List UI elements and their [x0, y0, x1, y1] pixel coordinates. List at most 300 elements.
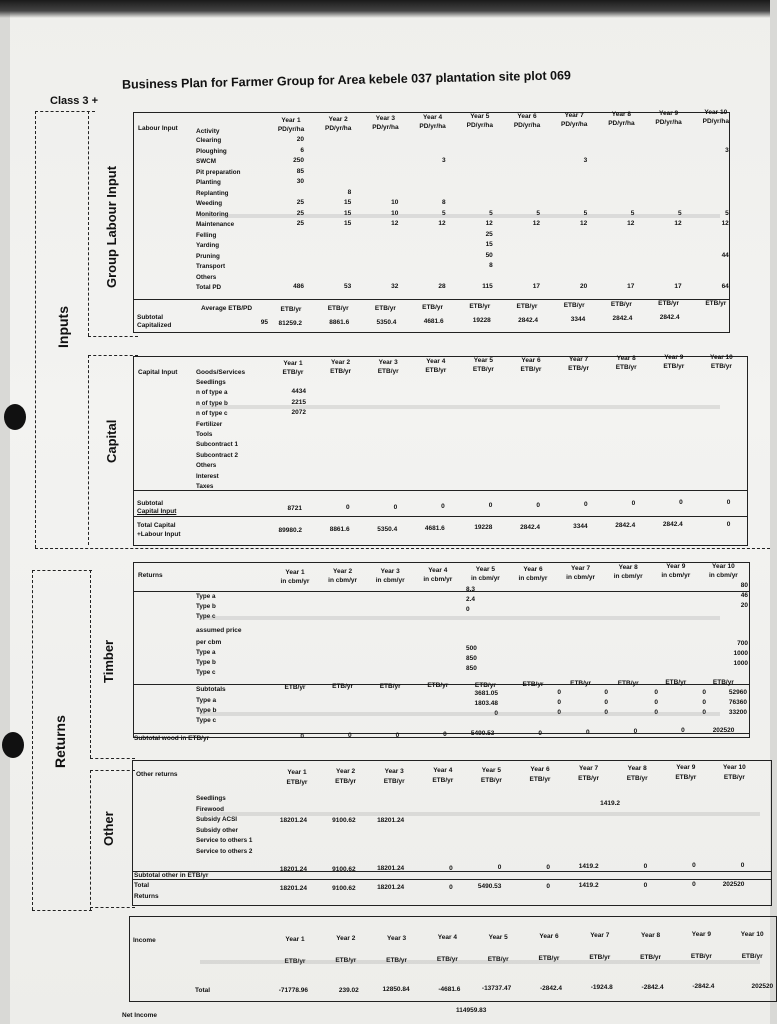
timber-subtotal-wood-value: 0 [681, 727, 685, 735]
labour-year-header: Year 4 [423, 114, 443, 122]
other-total-value: 1419.2 [578, 882, 599, 889]
labour-cell: 8 [347, 188, 352, 196]
labour-cell: 12 [532, 220, 540, 227]
labour-cell: 5 [489, 209, 493, 217]
capital-input-label: Capital Input [137, 508, 177, 515]
timber-year-unit: in cbm/yr [280, 578, 310, 585]
other-subtotal-value: 18201.24 [377, 865, 405, 872]
labour-header-labour-input: Labour Input [138, 125, 178, 132]
labour-year-unit: PD/yr/ha [325, 125, 352, 133]
labour-activity: Others [196, 273, 217, 281]
capital-year-header: Year 3 [378, 358, 398, 366]
capital-subtotal-label: Subtotal [137, 500, 163, 507]
capital-year-header: Year 6 [521, 356, 541, 364]
timber-year-unit: in cbm/yr [518, 574, 548, 582]
labour-cell: 25 [296, 209, 304, 217]
timber-label: Timber [101, 639, 116, 683]
timber-price-y10: 1000 [733, 650, 748, 657]
labour-subtotal-value: 8861.6 [329, 319, 350, 327]
timber-subtotal-wood-value: 0 [633, 728, 638, 736]
other-item: Firewood [196, 805, 224, 813]
other-subtotal-value: 0 [449, 864, 453, 872]
labour-etb-unit: ETB/yr [327, 305, 349, 313]
labour-activity: Ploughing [196, 147, 227, 155]
labour-year-unit: PD/yr/ha [277, 126, 305, 133]
timber-price-y5: 850 [466, 655, 477, 662]
income-year-unit: ETB/yr [538, 955, 560, 962]
income-year-unit: ETB/yr [589, 954, 611, 962]
income-year-header: Year 2 [336, 935, 356, 943]
labour-year-header: Year 1 [281, 117, 301, 124]
timber-year-header: Year 1 [285, 569, 305, 576]
labour-etb-unit: ETB/yr [469, 303, 491, 311]
labour-cell: 12 [391, 220, 399, 227]
capital-year-header: Year 4 [426, 357, 446, 365]
capital-year-header: Year 9 [664, 354, 684, 362]
labour-cell: 5 [536, 209, 540, 217]
timber-etb-unit: ETB/yr [522, 681, 544, 688]
timber-subtotal-y5: 3681.05 [474, 690, 498, 697]
capital-header-goods: Goods/Services [196, 369, 246, 376]
other-subsidy-value: 18201.24 [279, 817, 307, 824]
returns-label: Returns [52, 715, 68, 768]
timber-subtotal-y9b: 0 [702, 689, 706, 696]
other-year-header: Year 3 [384, 767, 404, 775]
labour-activity: Pit preparation [196, 168, 241, 176]
timber-year-header: Year 7 [571, 564, 591, 572]
labour-cell: 8 [441, 199, 446, 206]
labour-year-unit: PD/yr/ha [655, 118, 682, 126]
labour-header-activity: Activity [196, 128, 220, 135]
timber-year-unit: in cbm/yr [661, 572, 691, 580]
capital-header-capital-input: Capital Input [138, 369, 178, 376]
income-total-value: -2842.4 [692, 983, 715, 990]
labour-year-header: Year 8 [611, 110, 631, 118]
timber-subtotal-y9: 0 [654, 699, 658, 706]
capital-item: n of type b [196, 399, 228, 407]
labour-etb-unit: ETB/yr [280, 306, 302, 313]
timber-price-label: Type a [196, 649, 216, 656]
timber-year-header: Year 8 [618, 564, 638, 572]
timber-subtotal-y9b: 0 [702, 699, 706, 706]
capital-subtotal-value: 0 [679, 499, 683, 507]
subtotal-other-label: Subtotal other in ETB/yr [134, 872, 209, 879]
timber-year-header: Year 9 [666, 563, 686, 571]
timber-year-unit: in cbm/yr [375, 576, 405, 584]
capital-year-unit: ETB/yr [663, 363, 685, 371]
other-year-header: Year 7 [579, 765, 599, 773]
income-year-header: Year 9 [691, 931, 711, 939]
capital-item: n of type c [196, 410, 228, 418]
labour-year-header: Year 10 [704, 108, 728, 116]
other-total-value: 9100.62 [332, 884, 356, 892]
total-capital-label: Total Capital [137, 522, 176, 529]
income-total-value: -1924.8 [590, 984, 613, 991]
income-year-unit: ETB/yr [284, 958, 306, 965]
other-year-header: Year 4 [433, 767, 453, 775]
timber-volume-y5: 8.3 [466, 586, 476, 593]
other-item: Subsidy ACSI [196, 816, 238, 824]
labour-cell: 8 [489, 262, 493, 269]
timber-etb-unit: ETB/yr [332, 683, 354, 691]
timber-etb-unit: ETB/yr [570, 680, 592, 688]
other-year-unit: ETB/yr [578, 775, 600, 783]
other-total-value: 202520 [722, 880, 745, 888]
capital-total-value: 8861.6 [329, 526, 350, 534]
income-header: Income [133, 937, 156, 944]
capital-total-value: 4681.6 [424, 524, 445, 532]
income-total-value: -4681.6 [438, 985, 461, 993]
income-year-unit: ETB/yr [741, 952, 763, 960]
punch-hole-bottom [2, 732, 24, 758]
timber-subtotal-y9: 0 [654, 709, 658, 716]
net-income-label: Net Income [122, 1012, 158, 1019]
capital-item: Taxes [196, 483, 214, 491]
other-total-value: 0 [449, 883, 453, 891]
labour-cell: 5 [725, 209, 729, 217]
timber-year-header: Year 3 [380, 567, 400, 575]
timber-year-unit: in cbm/yr [423, 575, 453, 583]
other-year-header: Year 1 [287, 769, 307, 776]
labour-activity: Maintenance [196, 221, 235, 228]
timber-etb-unit: ETB/yr [427, 682, 449, 690]
other-year-unit: ETB/yr [383, 777, 405, 785]
timber-subtotal-y8: 0 [604, 709, 608, 716]
labour-etb-unit: ETB/yr [516, 302, 538, 310]
capital-item: Subcontract 2 [196, 451, 238, 459]
labour-cell: 12 [579, 220, 588, 227]
labour-subtotal-value: 5350.4 [376, 318, 397, 326]
timber-year-unit: in cbm/yr [566, 573, 596, 581]
labour-year-header: Year 2 [328, 116, 348, 124]
capital-year-header: Year 7 [569, 355, 589, 363]
capital-item-value: 2215 [291, 398, 306, 406]
labour-year-unit: PD/yr/ha [513, 121, 541, 129]
capital-subtotal-value: 0 [488, 502, 493, 510]
average-etb-value: 95 [260, 319, 268, 326]
capital-subtotal-value: 0 [441, 502, 445, 510]
timber-subtotal-y6: 0 [557, 689, 561, 696]
labour-cell: 25 [485, 230, 493, 238]
other-year-header: Year 6 [530, 766, 550, 773]
other-item: Subsidy other [196, 826, 238, 834]
subtotal-wood-label: Subtotal wood in ETB/yr [134, 735, 210, 742]
labour-etb-unit: ETB/yr [705, 299, 727, 307]
other-year-unit: ETB/yr [480, 776, 502, 784]
labour-cell: 30 [296, 178, 304, 185]
other-year-unit: ETB/yr [723, 773, 745, 781]
timber-subtotal-y10: 76360 [728, 699, 747, 706]
capital-year-unit: ETB/yr [282, 369, 304, 376]
income-year-unit: ETB/yr [335, 957, 357, 965]
labour-year-header: Year 9 [659, 109, 679, 117]
timber-subtotal-wood-value: 0 [443, 730, 447, 738]
capital-year-unit: ETB/yr [520, 365, 542, 373]
income-total-value: 202520 [751, 982, 774, 990]
labour-cell: 12 [438, 220, 446, 227]
timber-subtotal-y10: 33200 [728, 709, 747, 716]
other-label: Other [101, 811, 116, 846]
other-year-unit: ETB/yr [675, 774, 697, 782]
capital-total-value: 2842.4 [520, 523, 540, 531]
capital-subtotal-value: 0 [583, 500, 588, 508]
labour-activity: Total PD [196, 284, 222, 291]
timber-subtotal-y5: 1803.48 [474, 700, 498, 707]
timber-etb-unit: ETB/yr [617, 679, 639, 687]
labour-cell: 12 [485, 220, 493, 227]
timber-etb-unit: ETB/yr [665, 679, 687, 687]
labour-activity: Replanting [196, 189, 229, 197]
income-year-unit: ETB/yr [436, 956, 458, 964]
timber-subtotal-wood-value: 0 [347, 732, 352, 740]
average-etb-label: Average ETB/PD [201, 305, 253, 312]
timber-price-y5: 500 [466, 645, 477, 652]
capital-year-unit: ETB/yr [615, 364, 637, 372]
capital-item: Seedlings [196, 379, 226, 386]
other-total-value: 0 [692, 881, 696, 888]
total-capital-label-2: +Labour Input [137, 531, 181, 538]
capital-total-value: 2842.4 [615, 522, 636, 530]
income-year-header: Year 6 [539, 933, 559, 940]
capital-subtotal-value: 8721 [287, 505, 302, 512]
labour-cell: 64 [721, 283, 729, 290]
other-year-unit: ETB/yr [335, 778, 357, 786]
labour-cell: 25 [296, 220, 304, 227]
other-total-value: 0 [643, 881, 648, 889]
labour-activity: Felling [196, 231, 217, 239]
capital-year-unit: ETB/yr [710, 362, 732, 370]
labour-activity: Weeding [196, 200, 223, 207]
labour-year-header: Year 7 [564, 111, 584, 119]
capital-total-value: 3344 [573, 522, 588, 530]
labour-subtotal-value: 2842.4 [612, 315, 633, 323]
income-year-unit: ETB/yr [487, 955, 509, 963]
other-total-value: 18201.24 [279, 885, 307, 892]
labour-activity: Yarding [196, 242, 220, 249]
capital-subtotal-value: 0 [631, 500, 636, 508]
timber-subtotal-type: Type b [196, 707, 217, 714]
other-year-unit: ETB/yr [432, 777, 454, 785]
income-year-header: Year 7 [590, 932, 610, 940]
timber-price-y10: 700 [737, 640, 748, 647]
income-total-value: -13737.47 [481, 985, 512, 992]
timber-etb-unit: ETB/yr [712, 678, 734, 686]
capitalized-label: Capitalized [137, 322, 172, 329]
class-label: Class 3 + [50, 95, 99, 107]
other-total-value: 18201.24 [377, 884, 405, 891]
income-year-header: Year 4 [437, 934, 457, 942]
labour-subtotal-value: 3344 [570, 315, 586, 323]
timber-price-y10: 1000 [733, 660, 748, 667]
timber-subtotal-y10: 52960 [728, 689, 747, 696]
scan-shadow [0, 0, 770, 18]
labour-cell: 17 [674, 283, 682, 290]
labour-etb-unit: ETB/yr [422, 303, 444, 311]
income-total-value: -71778.96 [278, 987, 308, 994]
timber-year-header: Year 4 [428, 566, 448, 574]
other-year-header: Year 9 [676, 764, 696, 772]
labour-year-header: Year 6 [517, 112, 537, 120]
timber-year-unit: in cbm/yr [328, 577, 358, 585]
labour-cell: 115 [482, 283, 493, 290]
timber-volume-y10: 46 [740, 592, 748, 599]
capital-subtotal-value: 0 [536, 501, 540, 509]
labour-year-unit: PD/yr/ha [608, 119, 635, 127]
income-year-unit: ETB/yr [690, 953, 712, 961]
labour-activity: SWCM [196, 158, 216, 165]
document-page [10, 0, 774, 1024]
other-total-value: 0 [546, 882, 550, 890]
other-year-header: Year 5 [481, 766, 501, 774]
timber-etb-unit: ETB/yr [284, 684, 306, 691]
capital-total-value: 89980.2 [278, 527, 302, 534]
labour-cell: 20 [579, 283, 588, 290]
capital-item: n of type a [196, 389, 228, 397]
income-total-label: Total [195, 987, 211, 994]
other-total-value: 5490.53 [477, 883, 502, 890]
other-year-header: Year 2 [336, 768, 356, 776]
labour-activity: Planting [196, 179, 221, 186]
labour-cell: 12 [674, 220, 682, 227]
labour-cell: 5 [630, 209, 635, 217]
group-labour-input-label: Group Labour Input [104, 165, 119, 288]
capital-year-unit: ETB/yr [330, 368, 352, 376]
other-subtotal-value: 0 [692, 862, 696, 869]
other-year-header: Year 8 [627, 764, 647, 772]
labour-cell: 53 [343, 283, 352, 290]
labour-cell: 12 [627, 220, 635, 227]
labour-year-header: Year 5 [470, 113, 490, 121]
labour-cell: 10 [391, 209, 399, 217]
timber-header-returns: Returns [138, 572, 163, 579]
timber-year-unit: in cbm/yr [470, 575, 500, 583]
labour-year-unit: PD/yr/ha [419, 123, 446, 131]
labour-year-unit: PD/yr/ha [702, 117, 729, 125]
timber-year-header: Year 10 [712, 562, 735, 570]
timber-subtotal-wood-value: 0 [395, 731, 400, 739]
other-subtotal-value: 9100.62 [332, 865, 356, 873]
capital-year-unit: ETB/yr [425, 366, 447, 374]
labour-year-unit: PD/yr/ha [466, 122, 493, 130]
capital-total-value: 2842.4 [662, 521, 683, 529]
labour-cell: 3 [441, 157, 446, 164]
capital-year-header: Year 10 [710, 353, 733, 361]
timber-price-label: Type c [196, 669, 216, 676]
timber-volume-y5: 2.4 [466, 596, 476, 603]
labour-cell: 5 [441, 209, 446, 217]
labour-subtotal-value: 4681.6 [423, 317, 444, 325]
labour-cell: 17 [627, 283, 635, 290]
labour-year-unit: PD/yr/ha [561, 120, 588, 128]
capital-subtotal-value: 0 [726, 498, 731, 506]
labour-subtotal-value: 2842.4 [659, 314, 680, 322]
assumed-price-label: assumed price [196, 627, 242, 634]
labour-cell: 85 [296, 167, 304, 175]
subtotal-label: Subtotal [137, 314, 163, 321]
capital-total-value: 0 [726, 520, 731, 528]
income-total-value: 239.02 [338, 986, 359, 994]
timber-subtotal-y5: 0 [494, 710, 498, 717]
timber-volume-y10: 20 [740, 602, 748, 609]
other-subtotal-value: 0 [740, 861, 745, 869]
income-year-unit: ETB/yr [640, 953, 662, 961]
timber-etb-unit: ETB/yr [474, 681, 496, 689]
labour-subtotal-value: 19228 [472, 317, 491, 325]
income-year-header: Year 3 [387, 934, 407, 942]
labour-cell: 15 [485, 241, 493, 248]
timber-year-unit: in cbm/yr [613, 573, 643, 581]
timber-year-header: Year 6 [523, 565, 543, 573]
labour-year-header: Year 3 [375, 115, 395, 123]
capital-item: Interest [196, 472, 219, 480]
labour-subtotal-value: 81259.2 [278, 320, 302, 327]
timber-year-header: Year 2 [333, 568, 353, 576]
other-seedlings-y7: 1419.2 [600, 800, 620, 807]
labour-cell: 5 [583, 209, 588, 217]
labour-cell: 20 [296, 136, 304, 143]
timber-subtotal-y8: 0 [604, 689, 608, 696]
capital-label: Capital [104, 419, 119, 463]
capital-item: Fertilizer [196, 420, 223, 428]
income-year-header: Year 5 [488, 933, 508, 941]
capital-year-header: Year 1 [283, 360, 303, 367]
labour-cell: 12 [721, 220, 729, 227]
per-cbm-label: per cbm [196, 639, 222, 646]
labour-cell: 44 [721, 251, 729, 259]
timber-subtotal-type: Type a [196, 697, 217, 704]
capital-item-value: 4434 [291, 388, 306, 396]
total-returns-label-2: Returns [134, 893, 159, 900]
labour-cell: 15 [343, 199, 352, 206]
labour-cell: 25 [296, 199, 304, 206]
other-subtotal-value: 18201.24 [279, 866, 307, 873]
capital-total-value: 5350.4 [377, 525, 398, 533]
other-subtotal-value: 0 [643, 862, 648, 870]
labour-cell: 17 [532, 283, 540, 290]
income-year-header: Year 10 [740, 930, 764, 938]
timber-price-y5: 850 [466, 665, 477, 672]
other-header: Other returns [136, 771, 178, 778]
capital-year-header: Year 5 [473, 357, 493, 365]
timber-subtotal-wood-value: 5490.53 [470, 730, 495, 738]
capital-year-unit: ETB/yr [472, 366, 494, 374]
inputs-label: Inputs [55, 306, 71, 348]
labour-activity: Transport [196, 263, 226, 270]
labour-etb-unit: ETB/yr [374, 304, 396, 312]
capital-year-unit: ETB/yr [568, 364, 590, 372]
timber-subtotal-y9: 0 [654, 689, 658, 696]
income-year-header: Year 8 [641, 931, 661, 939]
labour-subtotal-value: 2842.4 [518, 316, 538, 324]
timber-subtotal-y9b: 0 [702, 709, 706, 716]
other-subtotal-value: 1419.2 [578, 863, 599, 870]
other-year-unit: ETB/yr [286, 779, 308, 786]
labour-etb-unit: ETB/yr [658, 300, 680, 308]
timber-year-unit: in cbm/yr [708, 571, 738, 579]
capital-item: Tools [196, 431, 213, 439]
timber-volume-y5: 0 [466, 606, 470, 613]
timber-volume-y10: 80 [740, 582, 748, 589]
labour-activity: Monitoring [196, 210, 229, 218]
labour-activity: Clearing [196, 137, 222, 144]
income-total-value: 12850.84 [382, 986, 410, 993]
timber-subtotal-wood-value: 202520 [712, 726, 735, 734]
income-total-value: -2842.4 [641, 983, 664, 991]
other-subsidy-value: 18201.24 [377, 817, 405, 824]
labour-cell: 6 [300, 146, 304, 154]
timber-subtotal-y8: 0 [604, 699, 608, 706]
other-item: Service to others 1 [196, 837, 253, 845]
